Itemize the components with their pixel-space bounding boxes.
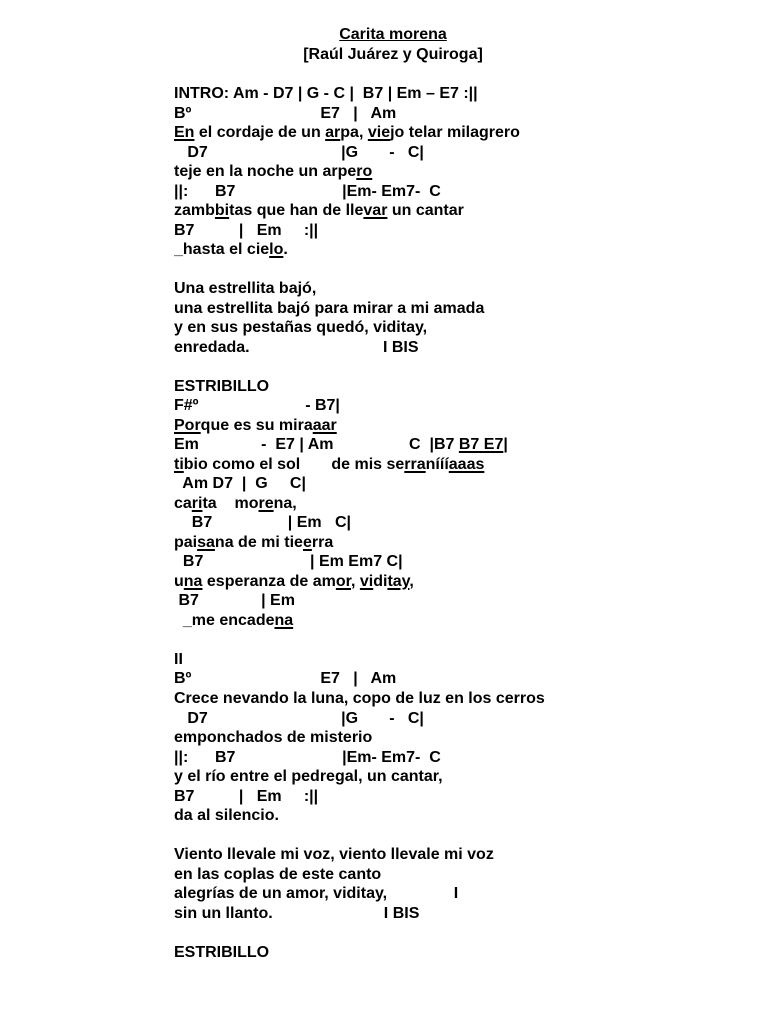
- lyric-line: enredada. I BIS: [174, 338, 419, 356]
- lyric-line: Porque es su miraaar: [174, 416, 337, 434]
- lyric-line: F#º - B7|: [174, 397, 340, 415]
- lyric-line: una esperanza de amor, viditay,: [174, 572, 414, 590]
- lyric-line: D7 |G - C|: [174, 143, 424, 161]
- lyric-line: B7 | Em Em7 C|: [174, 553, 403, 571]
- lyric-line: zambbitas que han de llevar un cantar: [174, 202, 464, 220]
- lyric-line: tibio como el sol de mis serraníííaaas: [174, 455, 485, 473]
- lyric-line: INTRO: Am - D7 | G - C | B7 | Em – E7 :||: [174, 85, 478, 102]
- lyric-line: En el cordaje de un arpa, viejo telar milagrero: [174, 124, 520, 142]
- lyric-line: una estrellita bajó para mirar a mi amada: [174, 299, 485, 317]
- blank-line: [174, 923, 754, 943]
- lyric-line: II: [174, 650, 183, 668]
- lyric-line: ||: B7 |Em- Em7- C: [174, 182, 441, 200]
- lyric-line: _me encadena: [174, 611, 294, 629]
- lyric-line: B7 | Em :||: [174, 221, 319, 239]
- lyric-line: _hasta el cielo.: [174, 241, 288, 259]
- lyric-line: carita morena,: [174, 494, 297, 512]
- lyric-line: Am D7 | G C|: [174, 475, 306, 493]
- blank-line: [174, 826, 754, 846]
- lyric-line: ||: B7 |Em- Em7- C: [174, 748, 441, 766]
- song-authors: [Raúl Juárez y Quiroga]: [303, 46, 483, 63]
- lyric-line: Em - E7 | Am C |B7 B7 E7|: [174, 436, 508, 454]
- lyric-line: Viento llevale mi voz, viento llevale mi voz: [174, 846, 494, 864]
- lyric-line: paisana de mi tieerra: [174, 533, 334, 551]
- lyric-line: sin un llanto. I BIS: [174, 904, 420, 922]
- lyric-line: B7 | Em :||: [174, 787, 319, 805]
- lyric-line: B7 | Em: [174, 592, 295, 610]
- blank-line: [174, 260, 754, 280]
- lyric-line: ESTRIBILLO: [174, 377, 270, 395]
- lyric-line: da al silencio.: [174, 807, 279, 825]
- lyric-line: Crece nevando la luna, copo de luz en los cerros: [174, 689, 545, 707]
- song-title: Carita morena: [339, 26, 447, 43]
- lyric-line: Una estrellita bajó,: [174, 280, 317, 298]
- blank-line: [174, 357, 754, 377]
- lyric-line: teje en la noche un arpero: [174, 163, 373, 181]
- lyrics-body: [174, 84, 754, 962]
- lyric-line: en las coplas de este canto: [174, 865, 382, 883]
- lyric-line: D7 |G - C|: [174, 709, 424, 727]
- lyric-line: ESTRIBILLO: [174, 943, 270, 961]
- lyric-line: Bº E7 | Am: [174, 104, 397, 122]
- lyric-line: B7 | Em C|: [174, 514, 351, 532]
- lyric-line: emponchados de misterio: [174, 729, 373, 747]
- lyric-line: alegrías de un amor, viditay, I: [174, 885, 459, 903]
- lyric-line: y el río entre el pedregal, un cantar,: [174, 768, 443, 786]
- lyric-line: Bº E7 | Am: [174, 670, 397, 688]
- lyric-line: y en sus pestañas quedó, viditay,: [174, 319, 428, 337]
- blank-line: [174, 630, 754, 650]
